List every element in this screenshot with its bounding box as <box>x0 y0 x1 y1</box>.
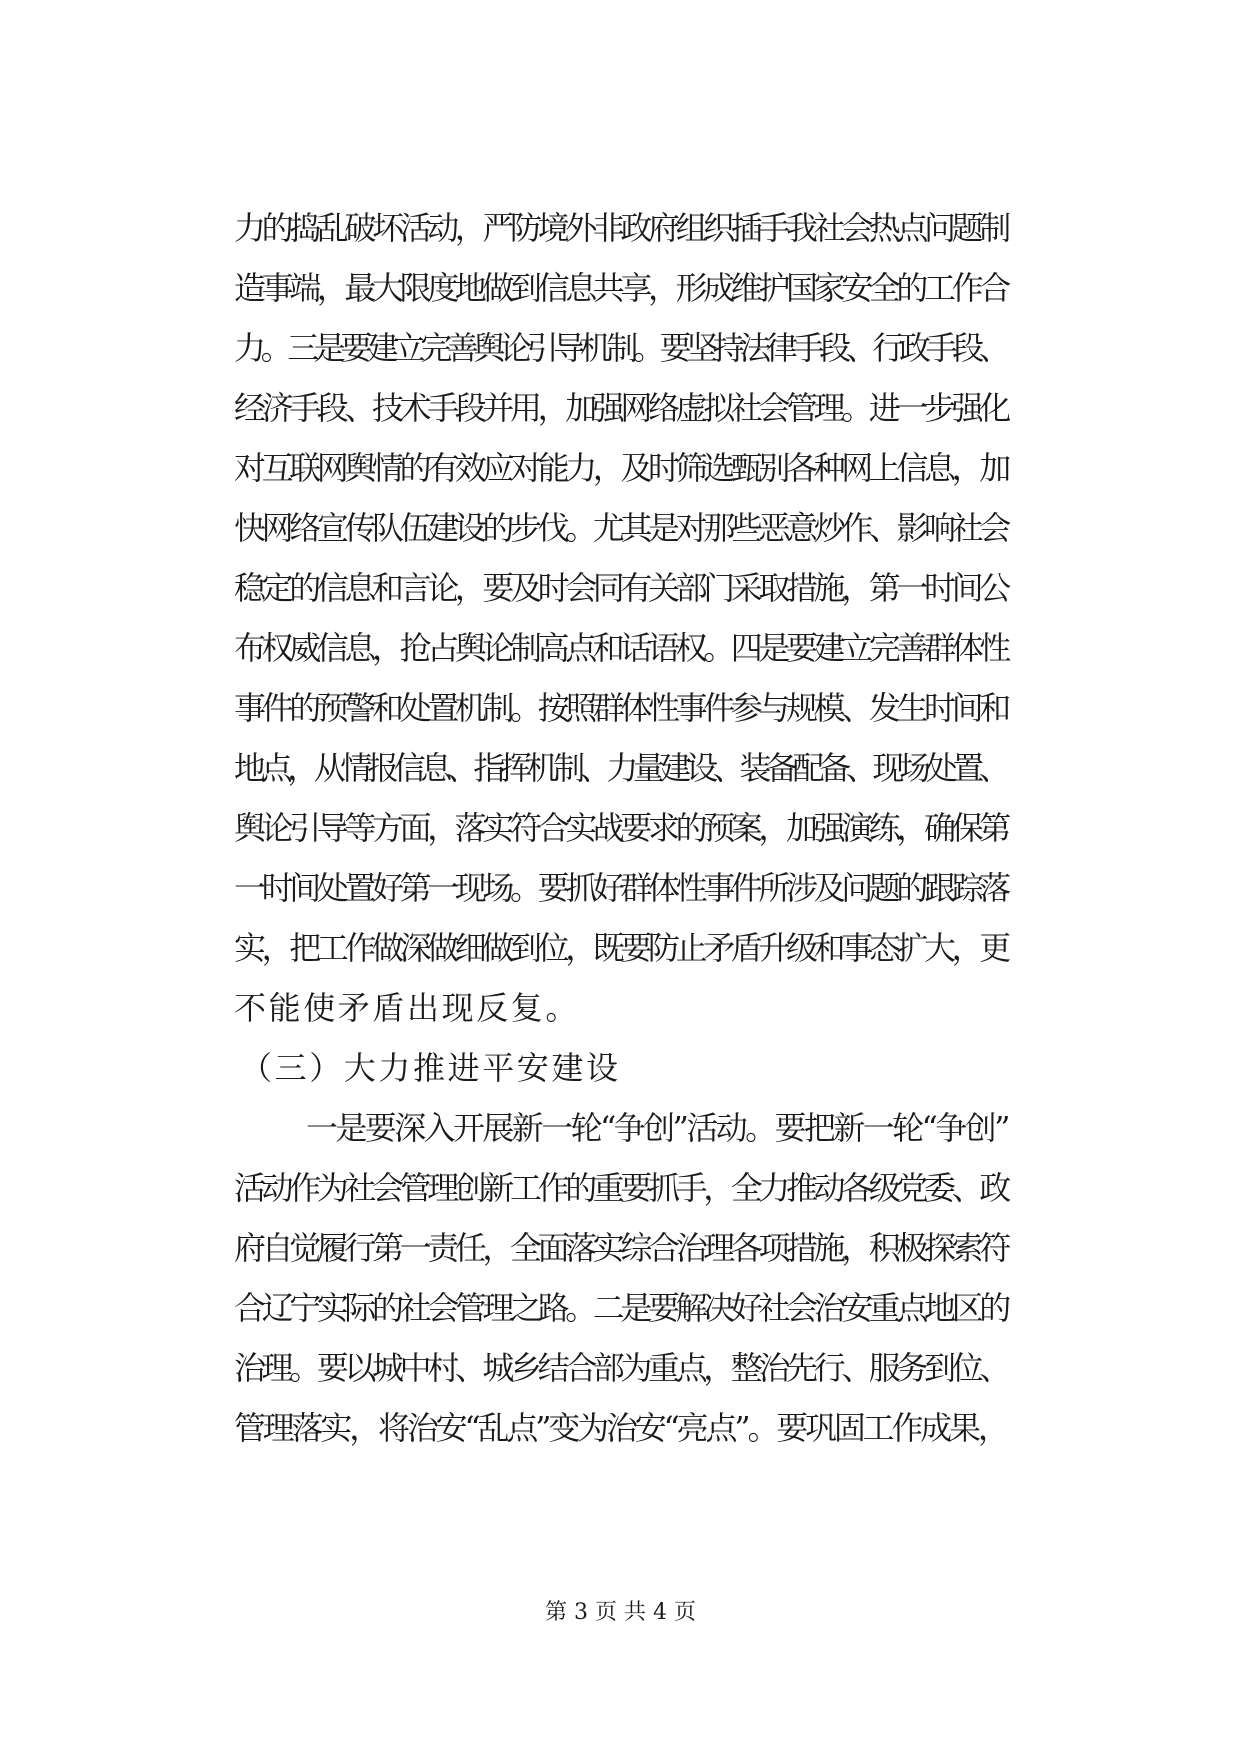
body-text-line: 合辽宁实际的社会管理之路。二是要解决好社会治安重点地区的 <box>234 1289 1007 1327</box>
body-text-line: 治理。要以城中村、城乡结合部为重点，整治先行、服务到位、 <box>234 1349 1007 1387</box>
body-text-line: 管理落实，将治安“乱点”变为治安“亮点”。要巩固工作成果， <box>234 1409 1007 1447</box>
body-text-line: 对互联网舆情的有效应对能力，及时筛选甄别各种网上信息，加 <box>234 449 1007 487</box>
section-heading: （三）大力推进平安建设 <box>240 1049 621 1087</box>
body-text-line: 经济手段、技术手段并用，加强网络虚拟社会管理。进一步强化 <box>234 389 1007 427</box>
body-text-line: 事件的预警和处置机制。按照群体性事件参与规模、发生时间和 <box>234 689 1007 727</box>
body-text-line: 造事端，最大限度地做到信息共享，形成维护国家安全的工作合 <box>234 269 1007 307</box>
body-text-line: 稳定的信息和言论，要及时会同有关部门采取措施，第一时间公 <box>234 569 1007 607</box>
body-text-line: 一时间处置好第一现场。要抓好群体性事件所涉及问题的跟踪落 <box>234 869 1007 907</box>
body-text-line: 布权威信息，抢占舆论制高点和话语权。四是要建立完善群体性 <box>234 629 1007 667</box>
body-text-line: 快网络宣传队伍建设的步伐。尤其是对那些恶意炒作、影响社会 <box>234 509 1007 547</box>
body-text-line: 不能使矛盾出现反复。 <box>234 989 581 1027</box>
body-text-line: 力。三是要建立完善舆论引导机制。要坚持法律手段、行政手段、 <box>234 329 1006 367</box>
body-text-line: 力的捣乱破坏活动，严防境外非政府组织插手我社会热点问题制 <box>234 209 1007 247</box>
body-text-line: 府自觉履行第一责任，全面落实综合治理各项措施，积极探索符 <box>234 1229 1007 1267</box>
body-text-line: 活动作为社会管理创新工作的重要抓手，全力推动各级党委、政 <box>234 1169 1007 1207</box>
body-text-line: 地点，从情报信息、指挥机制、力量建设、装备配备、现场处置、 <box>234 749 1006 787</box>
page-number-footer: 第 3 页 共 4 页 <box>545 1600 696 1625</box>
body-text-line: 一是要深入开展新一轮“争创”活动。要把新一轮“争创” <box>306 1109 1008 1147</box>
body-text-line: 舆论引导等方面，落实符合实战要求的预案，加强演练，确保第 <box>234 809 1007 847</box>
body-text-line: 实，把工作做深做细做到位，既要防止矛盾升级和事态扩大，更 <box>234 929 1007 967</box>
